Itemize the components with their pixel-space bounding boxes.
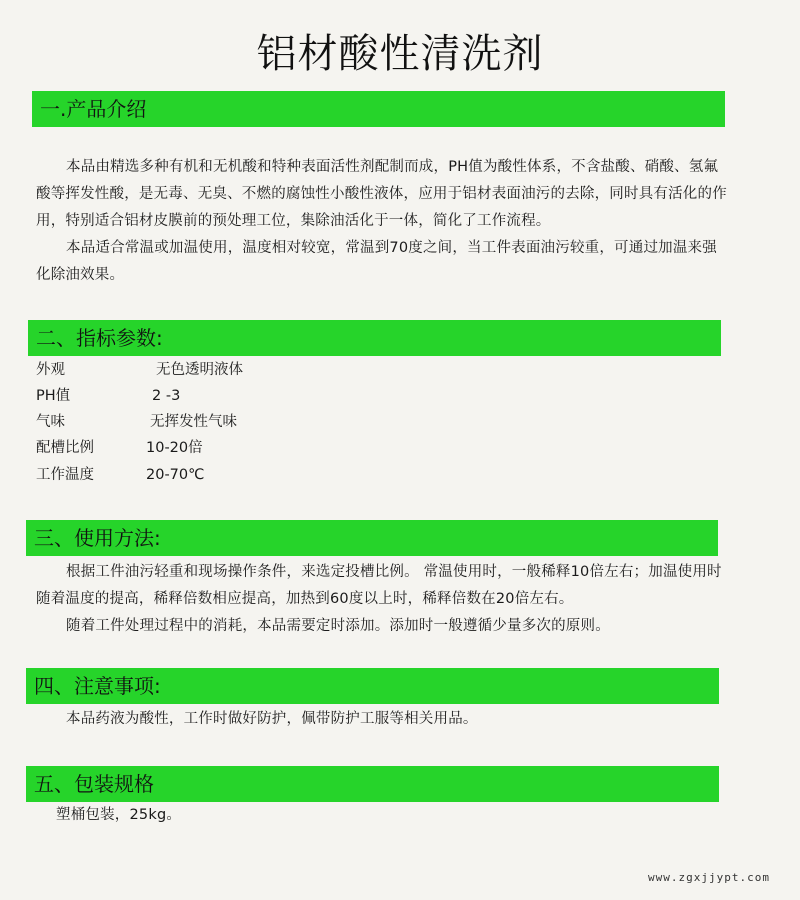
section-heading-intro: 一.产品介绍: [32, 91, 725, 127]
spec-label: 外观: [36, 362, 65, 378]
intro-paragraph-2: 本品适合常温或加温使用，温度相对较宽，常温到70度之间，当工件表面油污较重，可通过加温来强化除油效果。: [36, 240, 717, 283]
spec-value: 10-20倍: [146, 440, 203, 456]
section-heading-notes: 四、注意事项:: [26, 668, 719, 704]
spec-label: 工作温度: [36, 467, 94, 483]
spec-label: 气味: [36, 414, 65, 430]
section-heading-usage: 三、使用方法:: [26, 520, 718, 556]
packaging-paragraph-1: 塑桶包装，25kg。: [56, 807, 182, 823]
spec-value: 无色透明液体: [156, 362, 243, 378]
spec-label: PH值: [36, 388, 71, 404]
intro-paragraph-1: 本品由精选多种有机和无机酸和特种表面活性剂配制而成，PH值为酸性体系，不含盐酸、硝酸、氢氟酸等挥发性酸，是无毒、无臭、不燃的腐蚀性小酸性液体，应用于铝材表面油污的去除，同时具有活化的作用，特别适合铝材皮膜前的预处理工位，集除油活化于一体，简化了工作流程。: [36, 159, 727, 229]
usage-text: [36, 559, 729, 640]
section-heading-specs: 二、指标参数:: [28, 320, 721, 356]
notes-text: [36, 706, 729, 733]
usage-paragraph-1: 根据工件油污轻重和现场操作条件，来选定投槽比例。 常温使用时，一般稀释10倍左右；加温使用时随着温度的提高，稀释倍数相应提高，加热到60度以上时，稀释倍数在20倍左右。: [36, 564, 722, 607]
watermark-text: www.zgxjjypt.com: [648, 871, 770, 884]
intro-text: [36, 154, 729, 289]
spec-value: 2 -3: [152, 388, 181, 404]
page-title: 铝材酸性清洗剂: [256, 31, 544, 77]
spec-label: 配槽比例: [36, 440, 94, 456]
notes-paragraph-1: 本品药液为酸性，工作时做好防护，佩带防护工服等相关用品。: [66, 711, 478, 727]
section-heading-packaging: 五、包装规格: [26, 766, 719, 802]
spec-value: 20-70℃: [146, 467, 205, 483]
usage-paragraph-2: 随着工件处理过程中的消耗，本品需要定时添加。添加时一般遵循少量多次的原则。: [66, 618, 610, 634]
spec-value: 无挥发性气味: [150, 414, 237, 430]
packaging-text: [36, 802, 729, 829]
